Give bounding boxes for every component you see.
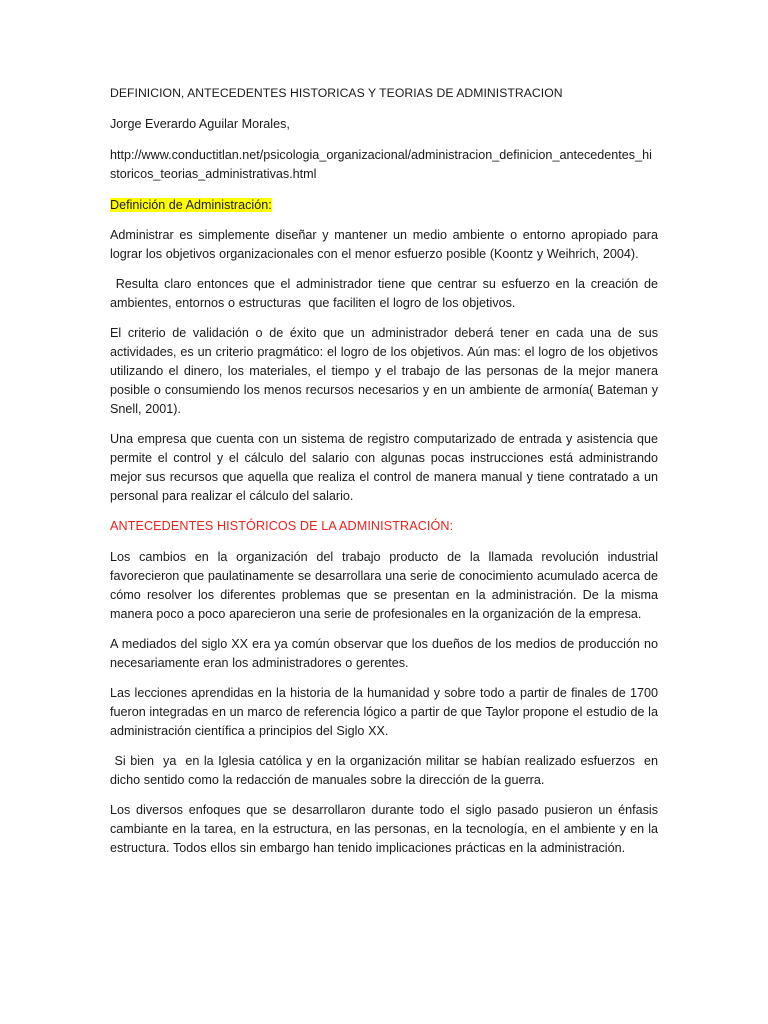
- section-heading-definicion: [110, 196, 658, 215]
- paragraph: Resulta claro entonces que el administrador tiene que centrar su esfuerzo en la creación de ambientes, entornos o estructuras que faciliten el logro de los objetivos.: [110, 277, 662, 310]
- paragraph: El criterio de validación o de éxito que un administrador deberá tener en cada una de sus actividades, es un criterio pragmático: el logro de los objetivos. Aún mas: el logro de los objetivos utilizando el dinero, los materiales, el tiempo y el trabajo de las personas de la mejor manera posible o consumiendo los menos recursos necesarios y en un ambiente de armonía( Bateman y Snell, 2001).: [110, 326, 658, 416]
- author-name: Jorge Everardo Aguilar Morales,: [110, 117, 290, 131]
- document-title: DEFINICION, ANTECEDENTES HISTORICAS Y TEORIAS DE ADMINISTRACION: [110, 86, 563, 100]
- paragraph: Las lecciones aprendidas en la historia de la humanidad y sobre todo a partir de finales de 1700 fueron integradas en un marco de referencia lógico a partir de que Taylor propone el estudio de la administración científica a principios del Siglo XX.: [110, 686, 658, 738]
- section-heading-antecedentes: ANTECEDENTES HISTÓRICOS DE LA ADMINISTRACIÓN:: [110, 519, 454, 533]
- paragraph: Si bien ya en la Iglesia católica y en la organización militar se habían realizado esfuerzos en dicho sentido como la redacción de manuales sobre la dirección de la guerra.: [110, 754, 662, 787]
- paragraph: Los cambios en la organización del trabajo producto de la llamada revolución industrial favorecieron que paulatinamente se desarrollara una serie de conocimiento acumulado acerca de cómo resolver los diferentes problemas que se presentan en la administración. De la misma manera poco a poco aparecieron una serie de profesionales en la organización de la empresa.: [110, 550, 658, 621]
- paragraph: Los diversos enfoques que se desarrollaron durante todo el siglo pasado pusieron un énfasis cambiante en la tarea, en la estructura, en las personas, en la tecnología, en el ambiente y en la estructura. Todos ellos sin embargo han tenido implicaciones prácticas en la administración.: [110, 803, 658, 855]
- highlighted-heading-text: Definición de Administración:: [110, 198, 272, 212]
- paragraph: Administrar es simplemente diseñar y mantener un medio ambiente o entorno apropiado para lograr los objetivos organizacionales con el menor esfuerzo posible (Koontz y Weihrich, 2004).: [110, 228, 658, 261]
- document-page: [110, 84, 662, 869]
- paragraph: A mediados del siglo XX era ya común observar que los dueños de los medios de producción no necesariamente eran los administradores o gerentes.: [110, 637, 658, 670]
- source-url: http://www.conductitlan.net/psicologia_organizacional/administracion_definicion_antecedentes_historicos_teorias_administrativas.html: [110, 148, 652, 181]
- paragraph: Una empresa que cuenta con un sistema de registro computarizado de entrada y asistencia que permite el control y el cálculo del salario con algunas pocas instrucciones está administrando mejor sus recursos que aquella que realiza el control de manera manual y tiene contratado a un personal para realizar el cálculo del salario.: [110, 432, 658, 503]
